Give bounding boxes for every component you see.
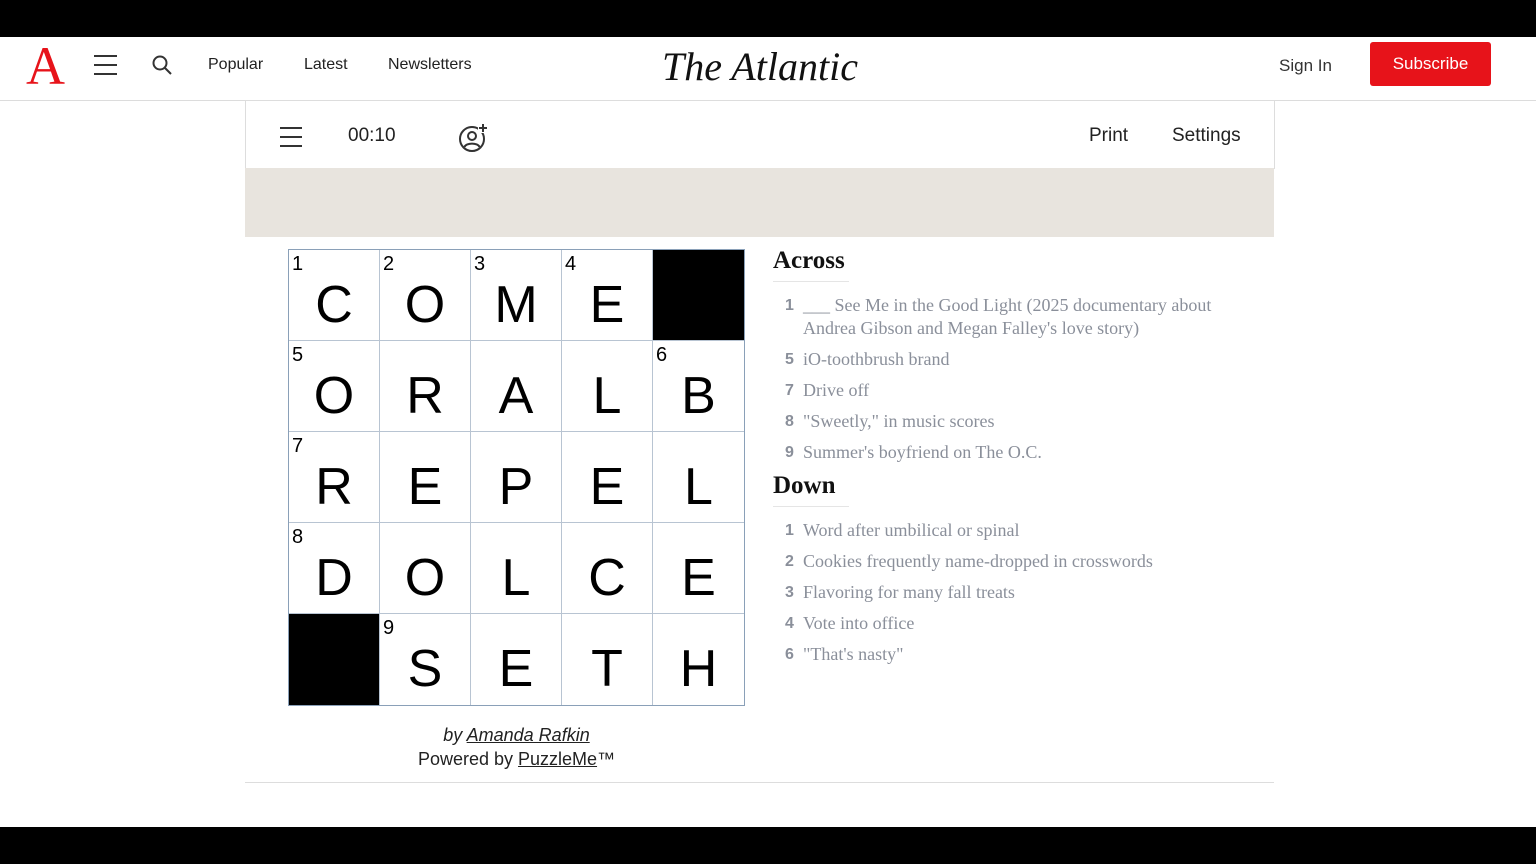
clue-number: 9	[785, 444, 794, 461]
top-nav	[0, 37, 1536, 101]
powered-by-label: Powered by	[417, 749, 513, 769]
across-clue-list	[773, 294, 1233, 464]
cell-letter: E	[589, 276, 625, 334]
menu-icon[interactable]	[94, 55, 117, 75]
timer: 00:10	[348, 125, 396, 146]
clue-number: 6	[785, 646, 794, 663]
clue-number: 1	[785, 297, 794, 314]
cell-letter: P	[498, 458, 534, 516]
page	[0, 37, 1536, 827]
cell-number: 3	[474, 253, 486, 275]
print-button[interactable]: Print	[1089, 125, 1129, 146]
grid-cell[interactable]	[380, 523, 471, 614]
clue-text: Drive off	[803, 380, 870, 400]
clue-text: Flavoring for many fall treats	[803, 582, 1015, 602]
puzzle-toolbar	[245, 100, 1275, 169]
down-heading: Down	[773, 472, 849, 507]
cell-letter: C	[588, 549, 626, 607]
cell-number: 2	[383, 253, 395, 275]
clue-text: "Sweetly," in music scores	[803, 411, 995, 431]
cell-letter: D	[315, 549, 353, 607]
grid-cell[interactable]	[471, 614, 562, 705]
grid-cell[interactable]	[562, 432, 653, 523]
grid-cell-black	[653, 250, 744, 341]
down-clue[interactable]	[773, 519, 1233, 542]
grid-cell[interactable]	[380, 432, 471, 523]
cell-letter: C	[315, 276, 353, 334]
cell-number: 4	[565, 253, 577, 275]
grid-cell[interactable]	[289, 432, 380, 523]
across-clue[interactable]	[773, 379, 1233, 402]
cell-letter: B	[681, 367, 716, 425]
cell-letter: E	[589, 458, 625, 516]
grid-cell[interactable]	[653, 432, 744, 523]
across-heading: Across	[773, 247, 849, 282]
grid-cell[interactable]	[471, 341, 562, 432]
clues-panel	[773, 247, 1233, 674]
grid-cell[interactable]	[653, 523, 744, 614]
trademark-symbol: ™	[597, 749, 616, 769]
grid-cell[interactable]	[471, 250, 562, 341]
clue-number: 2	[785, 553, 794, 570]
clue-number: 1	[785, 522, 794, 539]
cell-number: 9	[383, 617, 395, 639]
clue-text: iO-toothbrush brand	[803, 349, 950, 369]
down-clue[interactable]	[773, 550, 1233, 573]
cell-letter: R	[406, 367, 444, 425]
grid-cell[interactable]	[289, 250, 380, 341]
cell-number: 6	[656, 344, 668, 366]
crossword-grid	[288, 249, 745, 706]
puzzle-menu-icon[interactable]	[280, 127, 302, 147]
ad-banner	[245, 168, 1274, 237]
grid-cell[interactable]	[653, 341, 744, 432]
grid-cell[interactable]	[562, 250, 653, 341]
brand-title[interactable]: The Atlantic	[662, 44, 858, 89]
grid-cell[interactable]	[471, 432, 562, 523]
cell-letter: H	[679, 640, 718, 698]
grid-cell[interactable]	[562, 614, 653, 705]
cell-number: 5	[292, 344, 304, 366]
across-clue[interactable]	[773, 294, 1233, 340]
grid-cell[interactable]	[471, 523, 562, 614]
clue-number: 5	[785, 351, 794, 368]
down-clue[interactable]	[773, 643, 1233, 666]
clue-text: Cookies frequently name-dropped in crosswords	[803, 551, 1153, 571]
cell-letter: O	[313, 367, 355, 425]
cell-letter: E	[681, 549, 716, 607]
clue-text: Word after umbilical or spinal	[803, 520, 1020, 540]
divider	[245, 782, 1274, 783]
grid-cell[interactable]	[380, 614, 471, 705]
settings-button[interactable]: Settings	[1172, 125, 1241, 146]
sign-in-link[interactable]: Sign In	[1279, 56, 1332, 75]
across-clue[interactable]	[773, 441, 1233, 464]
grid-cell-black	[289, 614, 380, 705]
cell-letter: L	[684, 458, 713, 516]
grid-cell[interactable]	[562, 341, 653, 432]
puzzleme-link[interactable]: PuzzleMe	[518, 749, 598, 769]
grid-cell[interactable]	[380, 250, 471, 341]
down-clue[interactable]	[773, 612, 1233, 635]
nav-link-popular[interactable]: Popular	[208, 56, 264, 73]
grid-cell[interactable]	[653, 614, 744, 705]
cell-letter: O	[404, 276, 446, 334]
add-user-icon[interactable]	[458, 123, 488, 153]
clue-text: Vote into office	[803, 613, 915, 633]
cell-letter: L	[501, 549, 531, 607]
cell-letter: S	[407, 640, 443, 698]
cell-letter: E	[407, 458, 443, 516]
clue-text: ___ See Me in the Good Light (2025 documentary about Andrea Gibson and Megan Falley's love story)	[803, 295, 1212, 338]
clue-number: 4	[785, 615, 794, 632]
cell-letter: T	[591, 640, 623, 698]
nav-link-latest[interactable]: Latest	[304, 56, 348, 73]
cell-letter: R	[315, 458, 353, 516]
grid-cell[interactable]	[289, 523, 380, 614]
cell-number: 1	[292, 253, 304, 275]
cell-number: 7	[292, 435, 304, 457]
nav-link-newsletters[interactable]: Newsletters	[388, 56, 472, 73]
across-clue[interactable]	[773, 410, 1233, 433]
cell-letter: E	[498, 640, 534, 698]
cell-letter: M	[494, 276, 538, 334]
grid-cell[interactable]	[562, 523, 653, 614]
subscribe-button[interactable]: Subscribe	[1370, 42, 1491, 86]
across-clue[interactable]	[773, 348, 1233, 371]
cell-letter: A	[498, 367, 534, 425]
down-clue-list	[773, 519, 1233, 666]
clue-text: Summer's boyfriend on The O.C.	[803, 442, 1042, 462]
clue-text: "That's nasty"	[803, 644, 904, 664]
clue-number: 8	[785, 413, 794, 430]
clue-number: 7	[785, 382, 794, 399]
atlantic-logo[interactable]: A	[26, 36, 65, 96]
clue-number: 3	[785, 584, 794, 601]
cell-number: 8	[292, 526, 304, 548]
grid-cell[interactable]	[289, 341, 380, 432]
byline	[288, 723, 745, 771]
cell-letter: L	[592, 367, 622, 425]
down-clue[interactable]	[773, 581, 1233, 604]
author-link[interactable]: Amanda Rafkin	[466, 725, 590, 745]
cell-letter: O	[404, 549, 446, 607]
search-icon[interactable]	[151, 54, 173, 76]
grid-cell[interactable]	[380, 341, 471, 432]
byline-by: by	[443, 725, 463, 745]
